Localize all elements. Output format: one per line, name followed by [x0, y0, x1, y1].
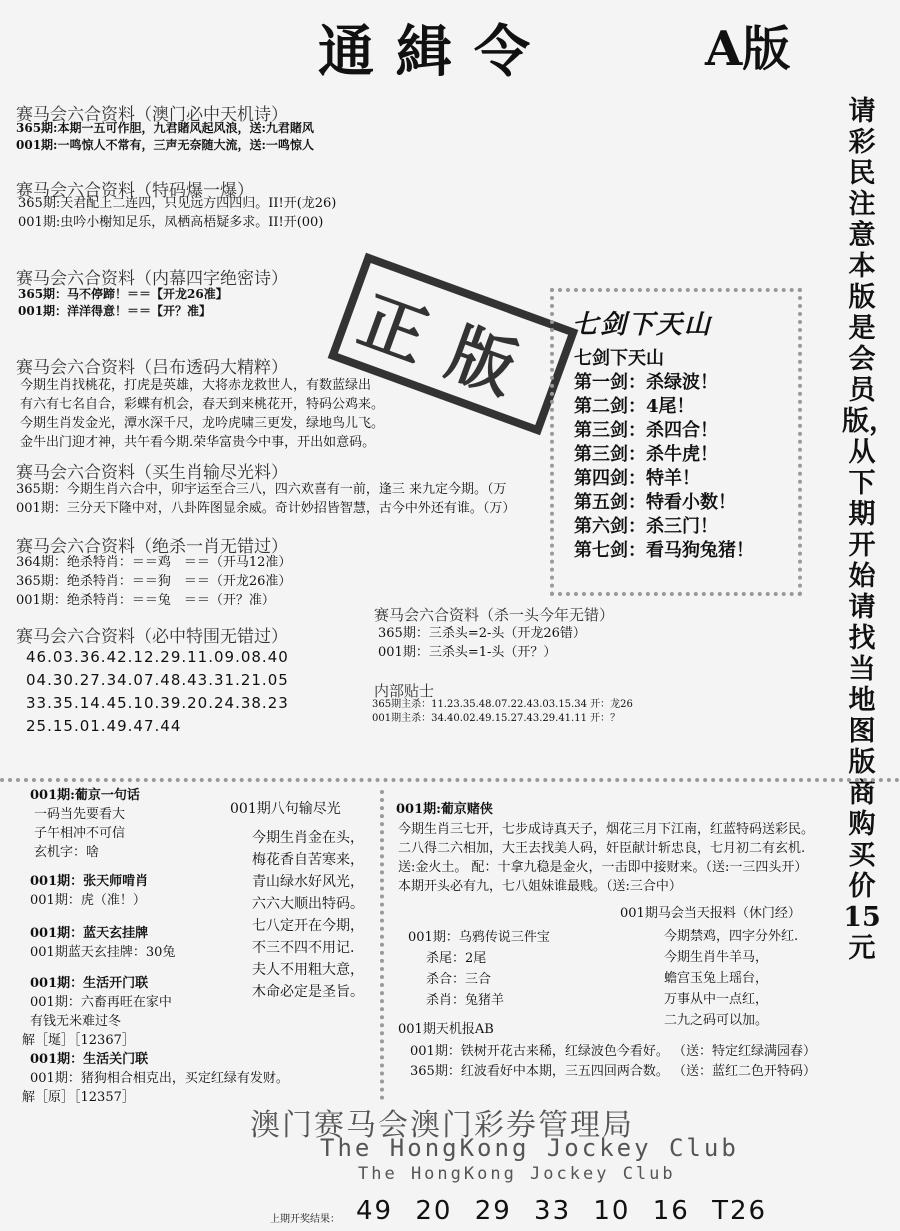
text-line: 今期生肖牛羊马， [664, 950, 769, 965]
sword-line: 第二剑：4尾！ [574, 396, 695, 417]
text-line: 蟾宫玉兔上瑶台， [664, 971, 769, 986]
number-row: 25.15.01.49.47.44 [26, 717, 182, 735]
text-line: 今期生肖发金光，潭水深千尺，龙吟虎啸三更发，绿地鸟儿飞。 [20, 416, 385, 431]
text-line: 365期：马不停蹄！＝＝【开龙26准】 [18, 287, 228, 301]
text-line: 二八得二六相加，大王去找美人码，奸臣献计斩忠良，七月初二有玄机. [398, 841, 806, 856]
section-body [372, 698, 633, 726]
sword-line: 第七剑：看马狗兔猪！ [574, 540, 754, 561]
text-line: 有钱无米难过冬 [30, 1014, 122, 1029]
text-line: 001期:一鸣惊人不常有，三声无奈随大流，送:一鸣惊人 [16, 138, 314, 152]
text-line: 001期：猪狗相合相克出，买定红绿有发财。 [30, 1071, 289, 1086]
text-line: 365期：绝杀特肖：＝＝狗 ＝＝（开龙26准） [16, 574, 292, 589]
block-title: 001期：蓝天玄挂牌 [30, 926, 149, 941]
section-title: 内部贴士 [374, 682, 435, 700]
masthead-title: 通緝令 [318, 20, 552, 85]
text-line: 木命必定是圣旨。 [252, 984, 364, 1000]
club-name-large: The HongKong Jockey Club [320, 1134, 739, 1162]
block-body [426, 948, 504, 1011]
text-line: 一码当先要看大 [34, 807, 126, 822]
bottom-middle-column [230, 800, 364, 1003]
text-line: 365期:本期一五可作胆，九君賭风起风浪，送:九君賭风 [16, 121, 314, 135]
section-body [18, 194, 336, 232]
sword-line: 第四剑：特羊！ [574, 468, 700, 489]
section-title: 赛马会六合资料（买生肖输尽光料） [16, 463, 288, 483]
block-title: 001期：张天师啃肖 [30, 874, 149, 889]
text-line: 001期：铁树开花古来稀，红绿波色今看好。 （送：特定红绿满园春） [410, 1044, 816, 1059]
text-line: 青山绿水好风光， [252, 874, 364, 890]
text-line: 玄机字：啥 [34, 845, 100, 860]
text-line: 杀尾：2尾 [426, 951, 487, 966]
text-line: 梅花香自苦寒来， [252, 852, 364, 868]
block-title: 001期:葡京一句话 [30, 788, 140, 803]
text-line: 万事从中一点红， [664, 992, 769, 1007]
section-body [16, 480, 515, 518]
text-line: 杀合：三合 [426, 972, 492, 987]
text-line: 杀肖：兔猪羊 [426, 993, 505, 1008]
number-row: 04.30.27.34.07.48.43.31.21.05 [26, 671, 289, 689]
sword-line: 第一剑：杀绿波！ [574, 372, 718, 393]
number-row: 33.35.14.45.10.39.20.24.38.23 [26, 694, 289, 712]
text-line: 解［埏］［12367］ [22, 1033, 135, 1048]
block-title: 001期天机报AB [398, 1022, 494, 1037]
block-body [664, 926, 798, 1031]
section-title: 赛马会六合资料（特码爆一爆） [16, 181, 254, 201]
sword-line: 第六剑：杀三门！ [574, 516, 718, 537]
text-line: 364期：绝杀特肖：＝＝鸡 ＝＝（开马12准） [16, 555, 292, 570]
text-line: 解［原］［12357］ [22, 1090, 135, 1105]
section-title: 赛马会六合资料（必中特围无错过） [16, 627, 288, 647]
text-line: 六六大顺出特码。 [252, 896, 364, 912]
block-title: 001期：生活开门联 [30, 976, 149, 991]
result-numbers: 49 20 29 33 10 16 T26 [356, 1196, 768, 1226]
text-line: 365期:天君配上二连四，只见远方四四归。II!开(龙26) [18, 196, 337, 211]
text-line: 七八定开在今期， [252, 918, 364, 934]
text-line: 001期:虫吟小榭知足乐，凤栖高梧疑多求。II!开(00) [18, 215, 324, 230]
vertical-divider [380, 790, 384, 1100]
number-grid [26, 646, 289, 738]
section-title: 赛马会六合资料（澳门必中天机诗） [16, 105, 288, 125]
section-title: 赛马会六合资料（杀一头今年无错） [374, 606, 615, 624]
text-line: 001期：六畜再旺在家中 [30, 995, 172, 1010]
text-line: 001期主杀：34.40.02.49.15.27.43.29.41.11 开：？ [372, 713, 621, 724]
text-line: 001期：三杀头=1-头（开？） [378, 645, 557, 660]
section-body [18, 286, 228, 320]
text-line: 送:金火土。 配：十拿九稳是金火，一击即中接财来。（送:一三四头开） [398, 860, 808, 875]
text-line: 365期：三杀头=2-头（开龙26错） [378, 626, 586, 641]
section-body [378, 624, 586, 662]
section-title: 赛马会六合资料（吕布透码大精粹） [16, 358, 288, 378]
organization-name: 澳门赛马会澳门彩券管理局 [250, 1108, 634, 1143]
text-line: 今期禁鸡，四字分外红. [664, 929, 799, 944]
text-line: 子午相冲不可信 [34, 826, 126, 841]
text-line: 有六有七名自合，彩蝶有机会，春天到来桃花开，特码公鸡来。 [20, 397, 385, 412]
section-body [16, 120, 314, 154]
text-line: 001期：虎（准！） [30, 893, 146, 908]
sword-line: 第三剑：杀四合！ [574, 420, 718, 441]
sword-line: 第三剑：杀牛虎！ [574, 444, 718, 465]
number-row: 46.03.36.42.12.29.11.09.08.40 [26, 648, 289, 666]
sword-line: 七剑下天山 [574, 348, 664, 369]
block-title: 001期：生活关门联 [30, 1052, 149, 1067]
text-line: 金牛出门迎才神，共午看今期.荣华富贵今中事，开出如意码。 [20, 435, 376, 450]
edition-label: A版 [705, 21, 791, 77]
sword-line: 第五剑：特看小数！ [574, 492, 736, 513]
text-line: 今期生肖金在头， [252, 830, 364, 846]
text-line: 365期：今期生肖六合中，卯宇运至合三八，四六欢喜有一前，逢三 来九定今期。（万 [16, 482, 507, 497]
text-line: 001期蓝天玄挂牌：30兔 [30, 945, 176, 960]
vertical-notice: 请彩民注意本版是会员版，从下期开始请找当地图版商购买价15元 [842, 96, 896, 964]
text-line: 不三不四不用记. [252, 940, 355, 956]
block-title: 001期马会当天报料（休门经） [620, 906, 801, 921]
text-line: 本期开头必有九，七八姐妹谁最贱。（送:三合中） [398, 879, 682, 894]
text-line: 001期：洋洋得意！＝＝【开？准】 [18, 304, 212, 318]
block-title: 001期：乌鸦传说三件宝 [408, 930, 550, 945]
block-body [410, 1042, 816, 1082]
section-title: 赛马会六合资料（内幕四字绝密诗） [16, 269, 288, 289]
section-body [16, 553, 291, 610]
seven-swords-box [550, 288, 802, 596]
club-name-small: The HongKong Jockey Club [358, 1164, 676, 1184]
seven-swords-logo: 七剑下天山 [572, 310, 713, 340]
horizontal-divider [0, 778, 900, 782]
authentic-stamp: 正版 [328, 253, 579, 436]
result-label: 上期开奖结果： [270, 1214, 340, 1225]
section-body [20, 376, 384, 452]
text-line: 今期生肖三七开，七步成诗真天子，烟花三月下江南，红蓝特码送彩民。 [398, 822, 815, 837]
text-line: 夫人不用粗大意， [252, 962, 364, 978]
text-line: 365期：红波看好中本期，三五四回两合数。 （送：蓝红二色开特码） [410, 1064, 816, 1079]
block-body [398, 820, 814, 896]
block-title: 001期:葡京赌侠 [396, 802, 493, 817]
text-line: 001期：三分天下隆中对，八卦阵图显余威。奇计妙招皆智慧，古今中外还有谁。（万） [16, 501, 516, 516]
block-title: 001期八句输尽光 [230, 801, 341, 817]
text-line: 365期主杀：11.23.35.48.07.22.43.03.15.34 开：龙26 [372, 699, 633, 710]
text-line: 二九之码可以加。 [664, 1013, 769, 1028]
text-line: 001期：绝杀特肖：＝＝兔 ＝＝（开？准） [16, 593, 275, 608]
section-title: 赛马会六合资料（绝杀一肖无错过） [16, 537, 288, 557]
text-line: 今期生肖找桃花，打虎是英雄，大将赤龙救世人，有数蓝绿出 [20, 378, 372, 393]
